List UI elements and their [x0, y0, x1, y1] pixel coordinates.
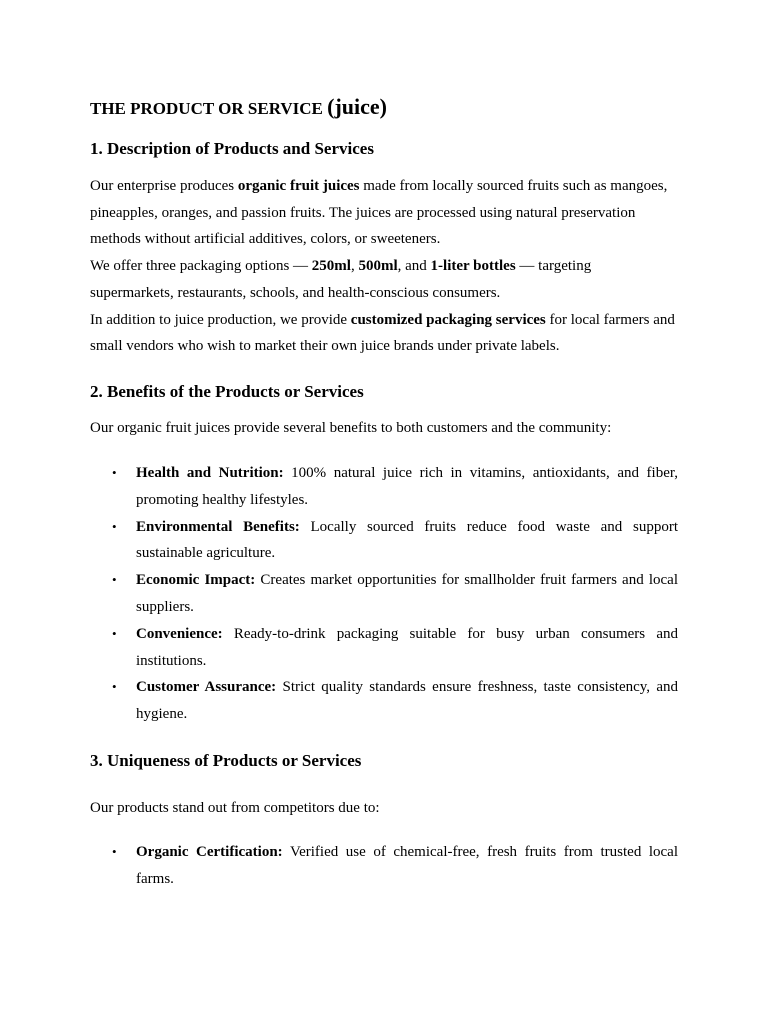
bullet-label: Organic Certification:: [136, 844, 283, 860]
bullet-text: Verified use of chemical-free, fresh fruits from trusted local farms.: [136, 844, 679, 887]
list-item: [90, 621, 678, 675]
section-1-paragraph-1: [90, 173, 678, 360]
text-run: We offer three packaging options —: [90, 258, 312, 275]
section-3-intro: Our products stand out from competitors due to:: [90, 800, 380, 816]
list-item: [90, 460, 678, 514]
bullet-glyph: •: [112, 679, 117, 695]
bullet-text: Ready-to-drink packaging suitable for busy urban consumers and institutions.: [136, 625, 678, 669]
title-main: THE PRODUCT OR SERVICE: [90, 99, 323, 118]
bold-run: 250ml: [311, 258, 351, 275]
bullet-label: Customer Assurance:: [136, 679, 277, 696]
list-item: [90, 567, 678, 621]
bullet-label: Health and Nutrition:: [136, 465, 284, 481]
title-paren: (juice): [327, 94, 387, 119]
bullet-label: Environmental Benefits:: [136, 518, 300, 535]
bullet-glyph: •: [112, 844, 117, 859]
list-item: [90, 674, 678, 728]
document-title: [90, 94, 387, 122]
bullet-glyph: •: [112, 625, 117, 641]
text-run: , and: [397, 258, 431, 275]
section-3-bullet-list: [90, 839, 678, 893]
section-2-bullet-list: [90, 460, 678, 728]
section-2-intro: Our organic fruit juices provide several benefits to both customers and the community:: [90, 420, 612, 436]
bullet-label: Convenience:: [136, 625, 223, 642]
text-run: Our enterprise produces: [90, 178, 238, 194]
bold-run: customized packaging services: [350, 311, 546, 328]
bullet-text: Strict quality standards ensure freshness, taste consistency, and hygiene.: [136, 679, 678, 723]
section-3-heading: 3. Uniqueness of Products or Services: [90, 751, 362, 770]
text-run: ,: [350, 258, 359, 275]
bullet-glyph: •: [112, 465, 117, 480]
bold-run: 1-liter bottles: [430, 258, 516, 275]
text-run: made from locally sourced fruits such as mangoes, pineapples, oranges, and passion fruits. The juices are processed using natural preservation methods without artificial additives, colors, or sweeteners.: [90, 178, 668, 248]
text-run: In addition to juice production, we provide: [90, 311, 351, 328]
list-item: [90, 514, 678, 568]
bold-run: 500ml: [358, 258, 398, 275]
text-run: for local farmers and small vendors who wish to market their own juice brands under private labels.: [90, 311, 675, 355]
bullet-text: Locally sourced fruits reduce food waste and support sustainable agriculture.: [136, 518, 678, 562]
section-1-heading: 1. Description of Products and Services: [90, 139, 374, 158]
bullet-glyph: •: [112, 572, 117, 588]
section-2-heading: 2. Benefits of the Products or Services: [90, 382, 364, 401]
bullet-glyph: •: [112, 518, 117, 534]
bullet-text: 100% natural juice rich in vitamins, antioxidants, and fiber, promoting healthy lifestyles.: [136, 465, 678, 508]
bold-run: organic fruit juices: [237, 178, 360, 194]
bullet-label: Economic Impact:: [136, 572, 256, 589]
bullet-text: Creates market opportunities for smallholder fruit farmers and local suppliers.: [136, 572, 678, 615]
list-item: [90, 839, 678, 893]
text-run: — targeting supermarkets, restaurants, schools, and health-conscious consumers.: [90, 258, 592, 301]
